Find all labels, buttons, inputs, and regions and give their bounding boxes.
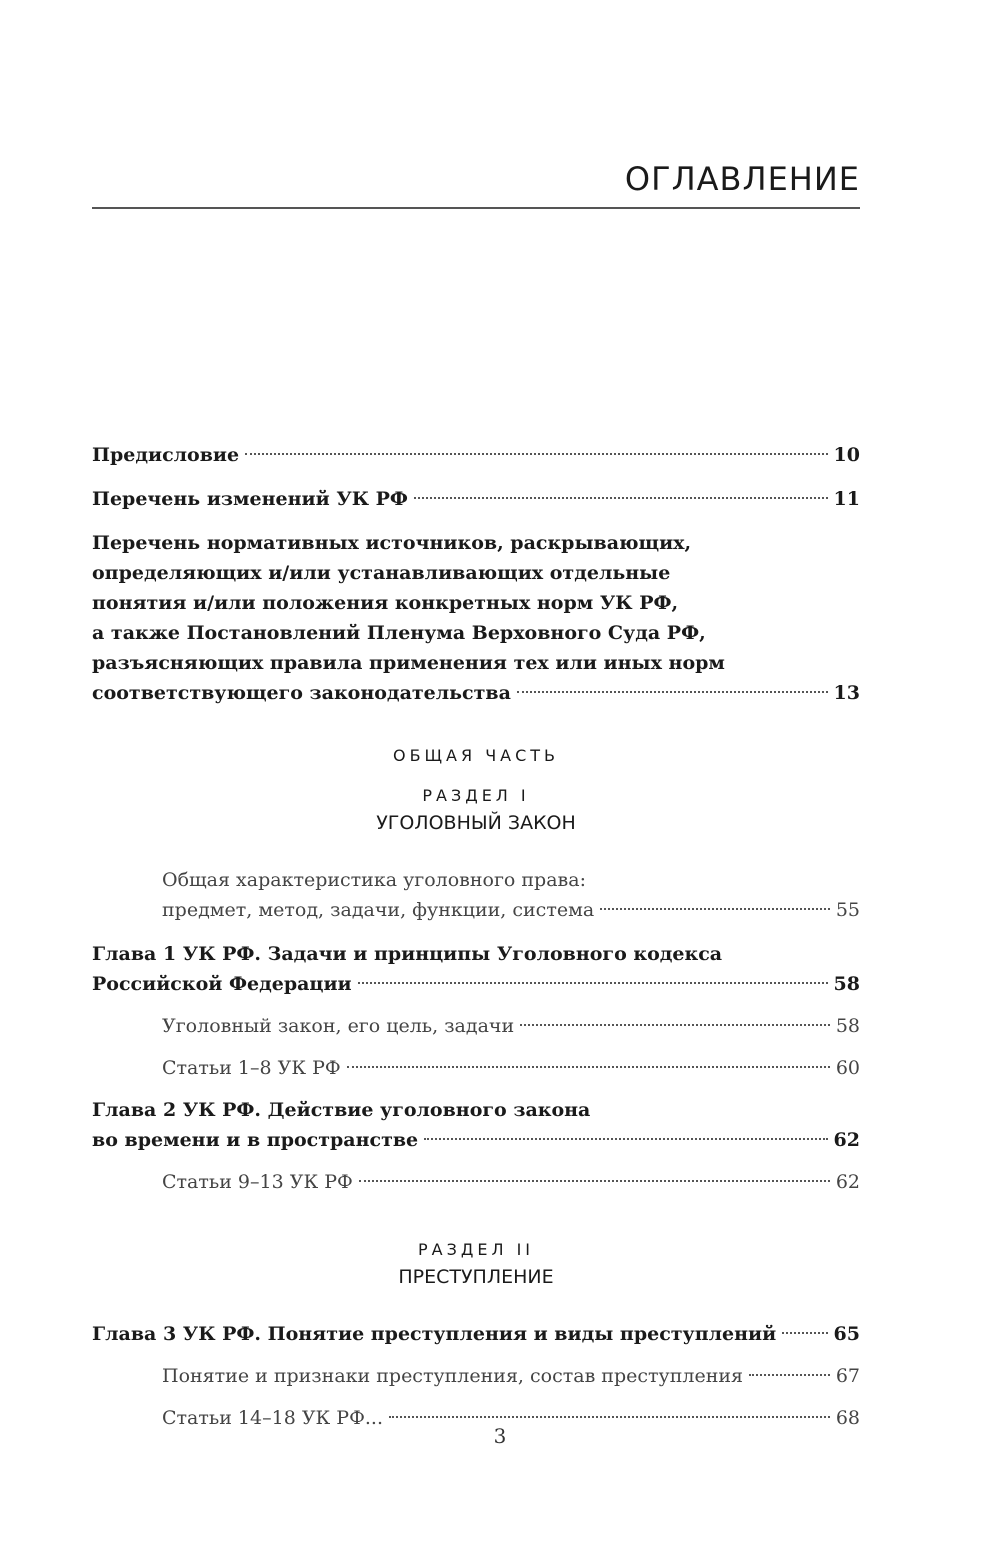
toc-entry-line: Глава 2 УК РФ. Действие уголовного закона [92, 1099, 591, 1121]
toc-page-number: 62 [833, 1129, 860, 1151]
leader-dots [245, 453, 827, 455]
toc-entry-preface[interactable] [92, 440, 860, 470]
toc-entry-title: Понятие и признаки преступления, состав преступления [162, 1365, 744, 1387]
leader-dots [520, 1024, 830, 1026]
toc-page-number: 62 [835, 1171, 860, 1193]
leader-dots [424, 1138, 827, 1140]
section-title: ПРЕСТУПЛЕНИЕ [398, 1266, 554, 1288]
toc-subentry[interactable] [92, 1361, 860, 1391]
toc-page-number: 13 [833, 682, 860, 704]
section-title: УГОЛОВНЫЙ ЗАКОН [376, 812, 576, 834]
toc-entry-amendments[interactable] [92, 484, 860, 514]
toc-entry-line: Общая характеристика уголовного права: [162, 869, 586, 891]
toc-page-number: 11 [833, 488, 860, 510]
toc-entry-title: Статьи 14–18 УК РФ... [162, 1407, 383, 1429]
toc-entry-title: Уголовный закон, его цель, задачи [162, 1015, 515, 1037]
toc-page-number: 55 [835, 899, 860, 921]
toc-entry-title: Российской Федерации [92, 973, 352, 995]
title-rule [92, 207, 860, 209]
leader-dots [347, 1066, 830, 1068]
table-of-contents [92, 440, 860, 1433]
page-title: ОГЛАВЛЕНИЕ [624, 160, 860, 198]
toc-page-number: 10 [833, 444, 860, 466]
leader-dots [749, 1374, 830, 1376]
leader-dots [358, 982, 828, 984]
toc-entry-title: соответствующего законодательства [92, 682, 511, 704]
toc-subentry-intro[interactable] [92, 865, 860, 925]
toc-entry-title: во времени и в пространстве [92, 1129, 419, 1151]
leader-dots [414, 497, 828, 499]
section-label: РАЗДЕЛ I [422, 786, 530, 805]
toc-entry-chapter-2[interactable] [92, 1095, 860, 1155]
toc-entry-line: понятия и/или положения конкретных норм УК РФ, [92, 592, 679, 614]
part-heading: ОБЩАЯ ЧАСТЬ [392, 746, 560, 765]
leader-dots [389, 1416, 830, 1418]
toc-subentry[interactable] [92, 1053, 860, 1083]
toc-entry-line: Перечень нормативных источников, раскрывающих, [92, 532, 692, 554]
toc-entry-line: определяющих и/или устанавливающих отдельные [92, 562, 671, 584]
toc-entry-title: предмет, метод, задачи, функции, система [162, 899, 595, 921]
toc-entry-chapter-1[interactable] [92, 939, 860, 999]
toc-entry-title: Глава 3 УК РФ. Понятие преступления и виды преступлений [92, 1323, 777, 1345]
toc-page-number: 58 [835, 1015, 860, 1037]
toc-entry-title: Предисловие [92, 444, 240, 466]
toc-entry-title: Перечень изменений УК РФ [92, 488, 408, 510]
toc-entry-line: разъясняющих правила применения тех или иных норм [92, 652, 725, 674]
toc-page-number: 58 [833, 973, 860, 995]
toc-entry-sources[interactable] [92, 528, 860, 708]
toc-entry-line: а также Постановлений Пленума Верховного Суда РФ, [92, 622, 706, 644]
toc-page-number: 68 [835, 1407, 860, 1429]
toc-page-number: 60 [835, 1057, 860, 1079]
toc-entry-chapter-3[interactable] [92, 1319, 860, 1349]
leader-dots [782, 1332, 827, 1334]
toc-page-number: 67 [835, 1365, 860, 1387]
leader-dots [517, 691, 828, 693]
section-label: РАЗДЕЛ II [417, 1240, 534, 1259]
toc-entry-line: Глава 1 УК РФ. Задачи и принципы Уголовного кодекса [92, 943, 723, 965]
leader-dots [359, 1180, 830, 1182]
toc-entry-title: Статьи 1–8 УК РФ [162, 1057, 341, 1079]
toc-subentry[interactable] [92, 1167, 860, 1197]
toc-page-number: 65 [833, 1323, 860, 1345]
page-number: 3 [493, 1424, 507, 1448]
leader-dots [600, 908, 830, 910]
toc-subentry[interactable] [92, 1011, 860, 1041]
toc-entry-title: Статьи 9–13 УК РФ [162, 1171, 353, 1193]
